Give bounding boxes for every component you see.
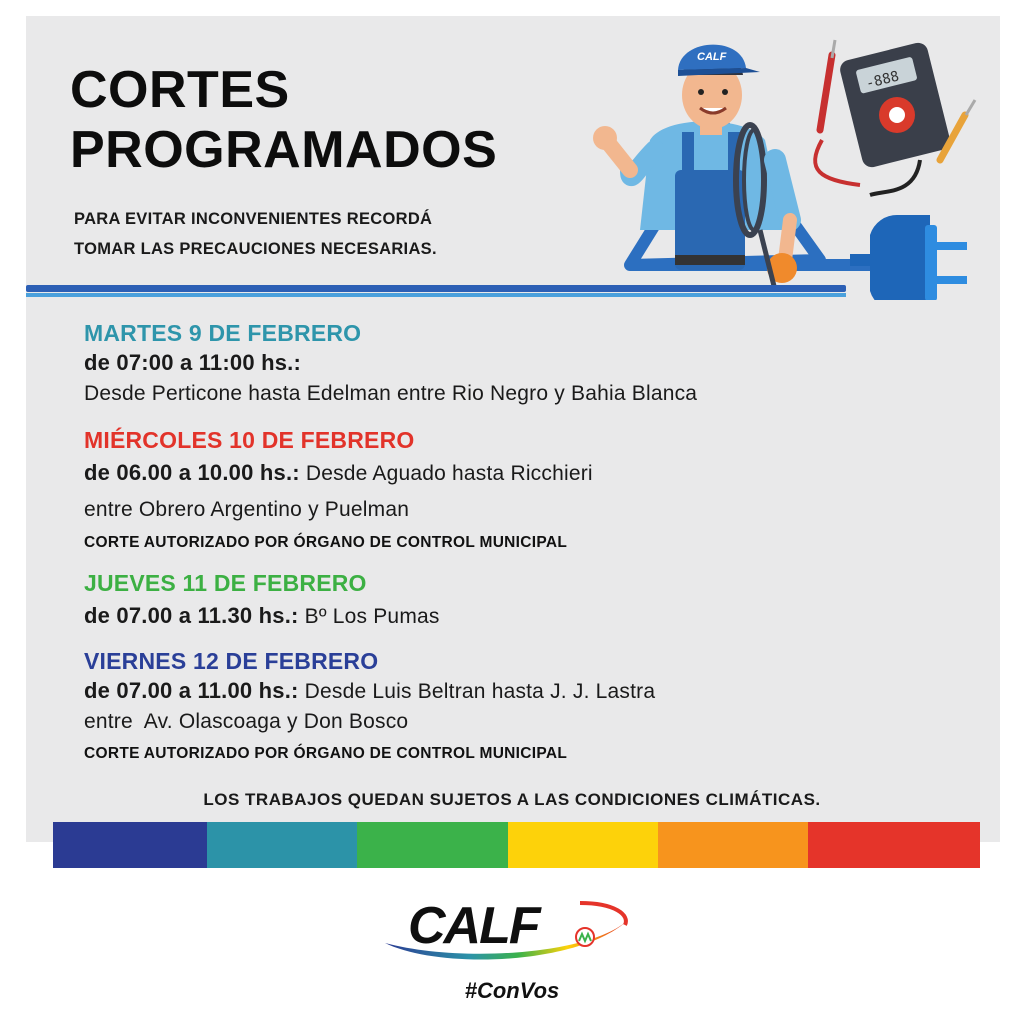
hours-label: de 07:00 a 11:00 hs.: — [84, 350, 301, 375]
multimeter-icon — [815, 40, 975, 195]
color-stripe — [508, 822, 658, 868]
color-stripe — [357, 822, 508, 868]
plug-icon — [850, 215, 967, 300]
title-line-2: PROGRAMADOS — [70, 121, 498, 179]
hashtag: #ConVos — [464, 978, 560, 1003]
header-divider — [26, 285, 846, 292]
color-stripe — [658, 822, 808, 868]
hours-label: de 07.00 a 11.30 hs.: — [84, 603, 299, 628]
color-stripe — [53, 822, 207, 868]
calf-logo — [380, 885, 640, 975]
description-inline: Bº Los Pumas — [304, 605, 440, 628]
weather-note: LOS TRABAJOS QUEDAN SUJETOS A LAS CONDICIONES CLIMÁTICAS. — [203, 790, 821, 809]
description-line: entre Obrero Argentino y Puelman — [84, 498, 410, 521]
hours-line — [84, 348, 697, 379]
authorization-note: CORTE AUTORIZADO POR ÓRGANO DE CONTROL MUNICIPAL — [84, 745, 568, 762]
color-stripe — [808, 822, 980, 868]
worker-figure — [593, 45, 797, 290]
hours-line — [84, 455, 593, 492]
hours-line — [84, 598, 440, 635]
logo-text: CALF — [408, 897, 539, 955]
hours-label: de 07.00 a 11.00 hs.: — [84, 678, 299, 703]
authorization-note: CORTE AUTORIZADO POR ÓRGANO DE CONTROL MUNICIPAL — [84, 534, 568, 551]
svg-text:CALF: CALF — [697, 51, 727, 63]
title-line-1: CORTES — [70, 61, 290, 119]
subtitle — [74, 204, 437, 264]
day-title: MIÉRCOLES 10 DE FEBRERO — [84, 427, 415, 453]
description-inline: Desde Aguado hasta Ricchieri — [305, 462, 593, 485]
svg-text:-888: -888 — [864, 68, 901, 93]
schedule-item-friday — [84, 646, 655, 769]
day-title: MARTES 9 DE FEBRERO — [84, 320, 362, 346]
subtitle-line-1: PARA EVITAR INCONVENIENTES RECORDÁ — [74, 210, 433, 228]
day-title: VIERNES 12 DE FEBRERO — [84, 648, 379, 674]
schedule-item-thursday — [84, 568, 440, 635]
hours-line — [84, 676, 655, 707]
description-line: entre Av. Olascoaga y Don Bosco — [84, 710, 409, 733]
day-title: JUEVES 11 DE FEBRERO — [84, 570, 367, 596]
description-line: Desde Perticone hasta Edelman entre Rio Negro y Bahia Blanca — [84, 382, 698, 405]
page-title — [70, 60, 497, 180]
electrician-illustration — [570, 20, 990, 300]
header-divider-accent — [26, 293, 846, 297]
subtitle-line-2: TOMAR LAS PRECAUCIONES NECESARIAS. — [74, 240, 437, 258]
color-stripe — [207, 822, 357, 868]
hours-label: de 06.00 a 10.00 hs.: — [84, 460, 300, 485]
schedule-item-tuesday — [84, 318, 697, 409]
schedule-item-wednesday — [84, 425, 593, 558]
description-inline: Desde Luis Beltran hasta J. J. Lastra — [304, 680, 656, 703]
